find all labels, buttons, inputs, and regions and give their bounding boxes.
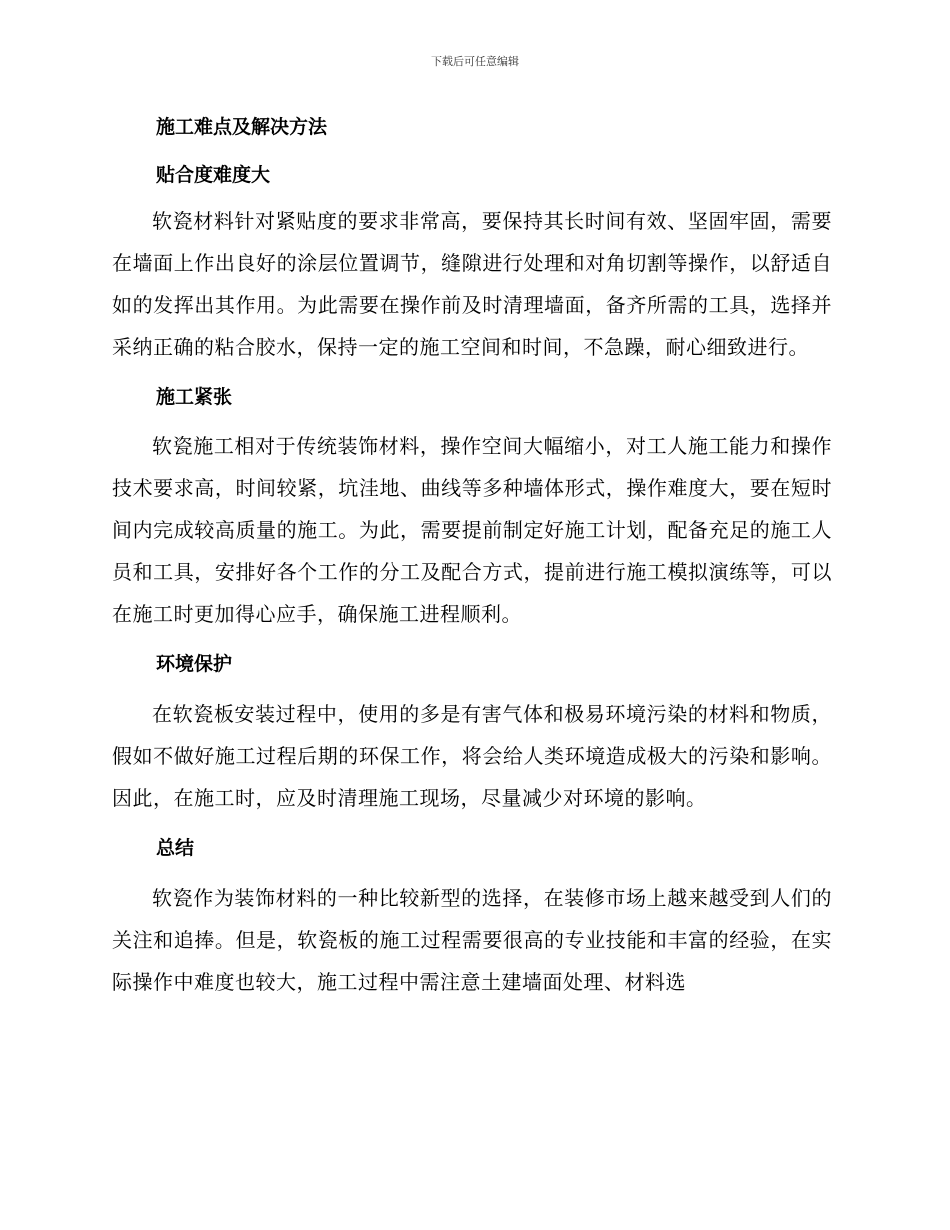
subsection-heading-environment: 环境保护 bbox=[156, 653, 233, 675]
paragraph-summary: 软瓷作为装饰材料的一种比较新型的选择，在装修市场上越来越受到人们的关注和追捧。但是，软瓷板的施工过程需要很高的专业技能和丰富的经验，在实际操作中难度也较大，施工过程中需注意土建墙面处理、材料选 bbox=[112, 886, 832, 994]
subsection-heading-summary: 总结 bbox=[156, 837, 195, 859]
section-title: 施工难点及解决方法 bbox=[156, 116, 328, 138]
paragraph-tight-schedule: 软瓷施工相对于传统装饰材料，操作空间大幅缩小，对工人施工能力和操作技术要求高，时间较紧，坑洼地、曲线等多种墙体形式，操作难度大，要在短时间内完成较高质量的施工。为此，需要提前制定好施工计划，配备充足的施工人员和工具，安排好各个工作的分工及配合方式，提前进行施工模拟演练等，可以在施工时更加得心应手，确保施工进程顺利。 bbox=[112, 434, 832, 626]
page-header-note: 下载后可任意编辑 bbox=[431, 55, 519, 68]
paragraph-environment: 在软瓷板安装过程中，使用的多是有害气体和极易环境污染的材料和物质，假如不做好施工过程后期的环保工作，将会给人类环境造成极大的污染和影响。因此，在施工时，应及时清理施工现场，尽量减少对环境的影响。 bbox=[112, 702, 832, 810]
subsection-heading-tight-schedule: 施工紧张 bbox=[156, 386, 233, 408]
subsection-heading-fit-difficulty: 贴合度难度大 bbox=[156, 164, 271, 186]
document-body bbox=[112, 110, 832, 1003]
paragraph-fit-difficulty: 软瓷材料针对紧贴度的要求非常高，要保持其长时间有效、坚固牢固，需要在墙面上作出良好的涂层位置调节，缝隙进行处理和对角切割等操作，以舒适自如的发挥出其作用。为此需要在操作前及时清理墙面，备齐所需的工具，选择并采纳正确的粘合胶水，保持一定的施工空间和时间，不急躁，耐心细致进行。 bbox=[112, 209, 832, 359]
